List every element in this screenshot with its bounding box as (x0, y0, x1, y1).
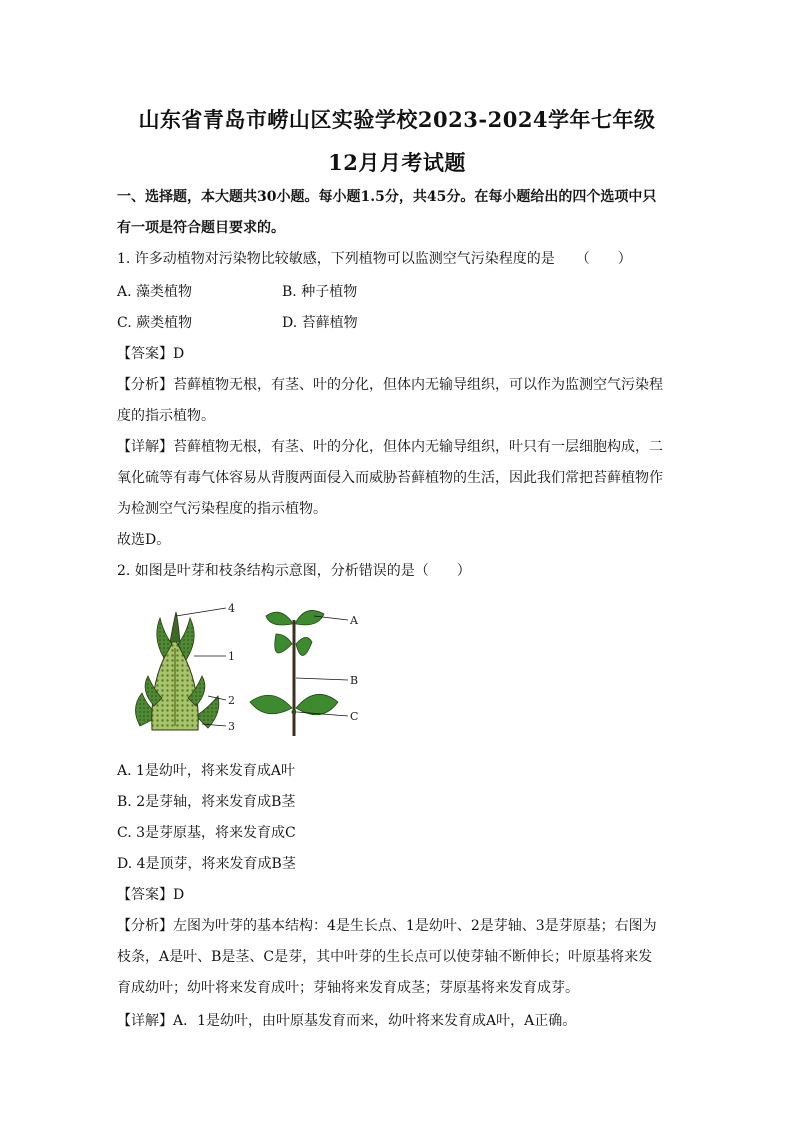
q1-stem: 1. 许多动植物对污染物比较敏感，下列植物可以监测空气污染程度的是 （ ） (117, 251, 632, 267)
branch-drawing (250, 610, 359, 736)
bud-label-1: 1 (228, 650, 235, 663)
q1-detail-line-3: 为检测空气污染程度的指示植物。 (117, 501, 327, 517)
q2-answer: 【答案】D (117, 887, 185, 903)
low-leaf-right (296, 694, 338, 714)
q1-option-d: D. 苔藓植物 (282, 315, 358, 331)
q2-detail-line-1: 【详解】A．1是幼叶，由叶原基发育而来，幼叶将来发育成A叶，A正确。 (117, 1013, 577, 1029)
bud-label-4: 4 (228, 602, 235, 615)
q1-detail-line-1: 【详解】苔藓植物无根，有茎、叶的分化，但体内无输导组织，叶只有一层细胞构成，二 (117, 439, 663, 455)
title-line-2: 12月月考试题 (328, 150, 466, 175)
q2-option-b: B. 2是芽轴，将来发育成B茎 (117, 794, 296, 810)
branch-label-a: A (350, 614, 358, 627)
top-leaf-left (266, 612, 292, 625)
q2-option-d: D. 4是顶芽，将来发育成B茎 (117, 856, 296, 872)
q2-analysis-line-2: 枝条，A是叶、B是茎、C是芽，其中叶芽的生长点可以使芽轴不断伸长；叶原基将来发 (117, 949, 653, 965)
figure-svg (130, 598, 370, 744)
q1-option-b: B. 种子植物 (282, 284, 358, 300)
axillary-bud (292, 710, 297, 715)
branch-label-c: C (350, 710, 359, 723)
branch-label-b: B (350, 674, 359, 687)
q2-stem: 2. 如图是叶芽和枝条结构示意图，分析错误的是（ ） (117, 563, 471, 579)
q2-analysis-line-1: 【分析】左图为叶芽的基本结构：4是生长点、1是幼叶、2是芽轴、3是芽原基；右图为 (117, 918, 657, 934)
q1-detail-line-2: 氧化硫等有毒气体容易从背腹两面侵入而威胁苔藓植物的生活，因此我们常把苔藓植物作 (117, 470, 663, 486)
q2-option-c: C. 3是芽原基，将来发育成C (117, 825, 296, 841)
section-heading-line-1: 一、选择题，本大题共30小题。每小题1.5分，共45分。在每小题给出的四个选项中只 (117, 189, 657, 205)
mid-leaf-left (275, 634, 292, 653)
q1-conclusion: 故选D。 (117, 532, 171, 548)
low-leaf-left (250, 695, 292, 714)
q1-answer: 【答案】D (117, 346, 185, 362)
q1-analysis-line-1: 【分析】苔藓植物无根，有茎、叶的分化，但体内无输导组织，可以作为监测空气污染程 (117, 377, 663, 393)
bud-and-branch-figure (130, 598, 370, 744)
title-line-1: 山东省青岛市崂山区实验学校2023-2024学年七年级 (138, 107, 656, 132)
mid-leaf-right (296, 637, 312, 655)
q1-analysis-line-2: 度的指示植物。 (117, 408, 215, 424)
q2-analysis-line-3: 育成幼叶；幼叶将来发育成叶；芽轴将来发育成茎；芽原基将来发育成芽。 (117, 980, 579, 996)
q2-option-a: A. 1是幼叶，将来发育成A叶 (117, 763, 296, 779)
bud-label-3: 3 (228, 720, 235, 733)
bud-label-2: 2 (228, 694, 235, 707)
q1-option-a: A. 藻类植物 (117, 284, 193, 300)
q1-option-c: C. 蕨类植物 (117, 315, 193, 331)
leaf-bud-drawing (135, 602, 235, 733)
top-leaf-right (296, 610, 324, 624)
growing-point (170, 612, 180, 642)
section-heading-line-2: 有一项是符合题目要求的。 (117, 220, 285, 236)
